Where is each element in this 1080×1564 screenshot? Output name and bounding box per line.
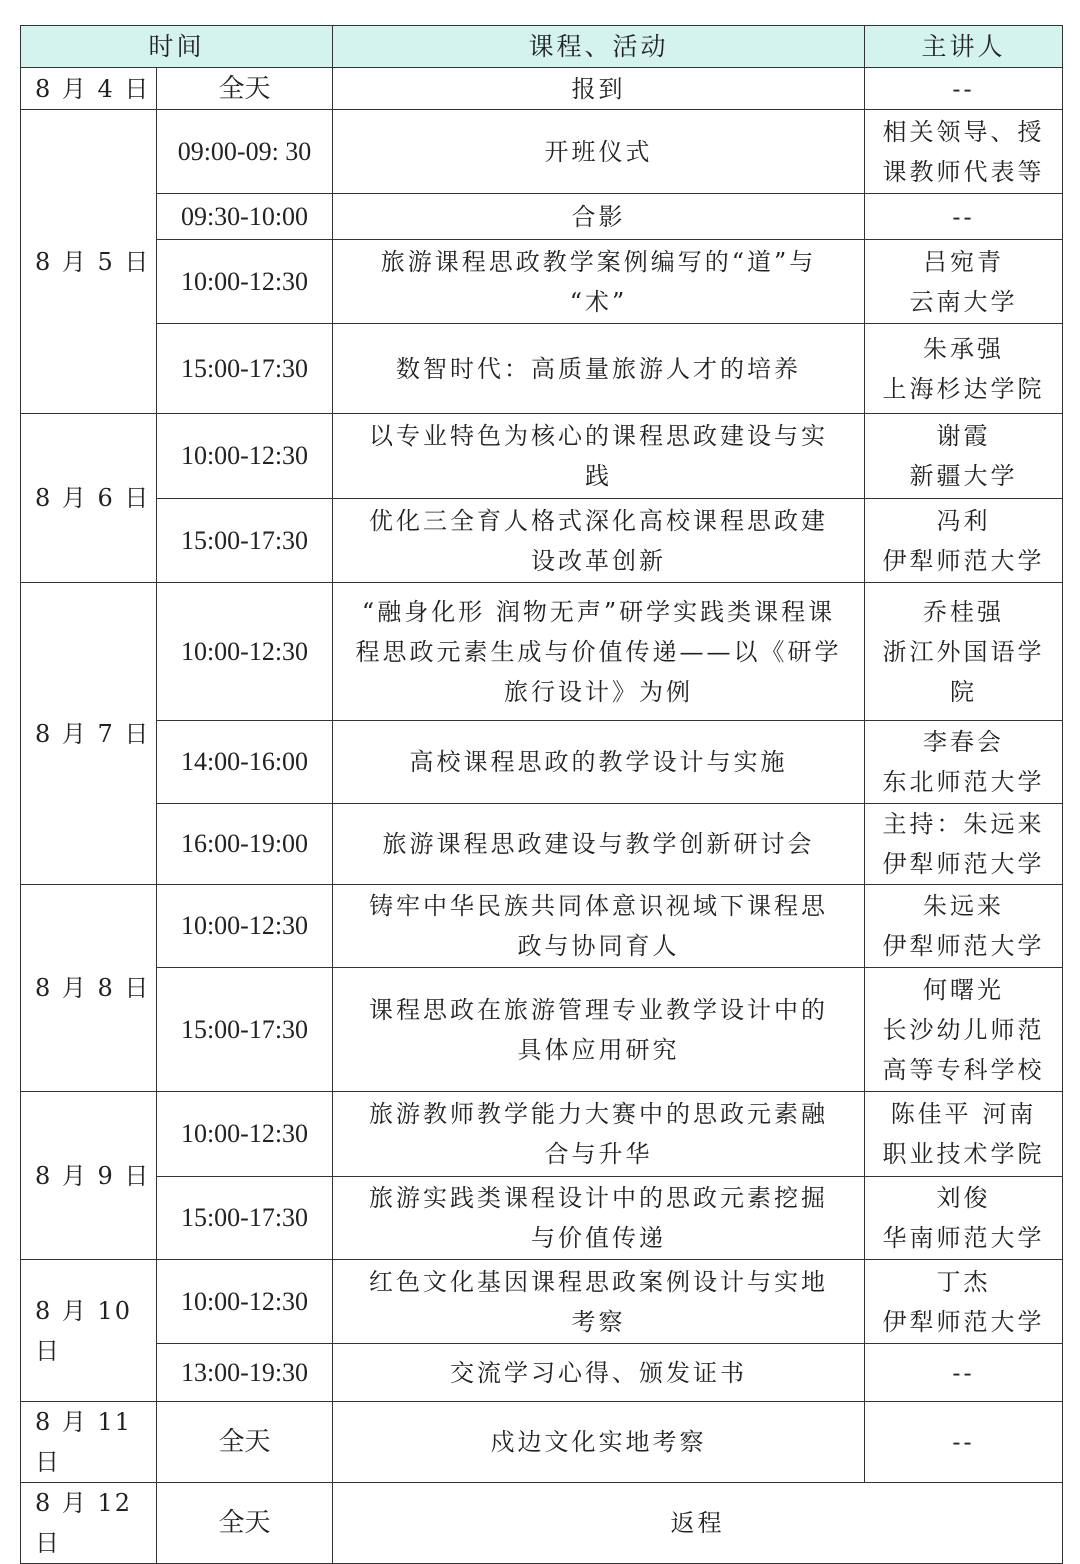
table-row — [21, 110, 1063, 194]
time-cell: 10:00-12:30 — [157, 885, 333, 968]
table-row — [21, 804, 1063, 885]
time-cell: 10:00-12:30 — [157, 414, 333, 499]
activity-cell: “融身化形 润物无声”研学实践类课程课 程思政元素生成与价值传递——以《研学 旅行设计》为例 — [333, 583, 865, 721]
activity-cell: 报到 — [333, 68, 865, 110]
activity-cell: 合影 — [333, 194, 865, 240]
time-cell: 15:00-17:30 — [157, 1177, 333, 1260]
date-cell: 8 月 8 日 — [21, 885, 157, 1092]
table-row — [21, 968, 1063, 1092]
date-cell: 8 月 4 日 — [21, 68, 157, 110]
time-cell: 15:00-17:30 — [157, 499, 333, 583]
speaker-cell: -- — [865, 1344, 1063, 1402]
speaker-cell: -- — [865, 194, 1063, 240]
table-row — [21, 240, 1063, 324]
date-cell: 8 月 9 日 — [21, 1092, 157, 1260]
activity-cell: 交流学习心得、颁发证书 — [333, 1344, 865, 1402]
time-cell: 09:30-10:00 — [157, 194, 333, 240]
table-row — [21, 1177, 1063, 1260]
speaker-cell: -- — [865, 1402, 1063, 1483]
header-speaker: 主讲人 — [865, 26, 1063, 68]
table-row — [21, 1344, 1063, 1402]
activity-cell: 戍边文化实地考察 — [333, 1402, 865, 1483]
time-cell: 10:00-12:30 — [157, 1092, 333, 1177]
header-time: 时间 — [21, 26, 333, 68]
speaker-cell: 朱承强 上海杉达学院 — [865, 324, 1063, 414]
time-cell: 16:00-19:00 — [157, 804, 333, 885]
date-cell: 8 月 10 日 — [21, 1260, 157, 1402]
activity-cell: 高校课程思政的教学设计与实施 — [333, 721, 865, 804]
activity-cell: 以专业特色为核心的课程思政建设与实 践 — [333, 414, 865, 499]
time-cell: 14:00-16:00 — [157, 721, 333, 804]
activity-cell: 旅游教师教学能力大赛中的思政元素融 合与升华 — [333, 1092, 865, 1177]
speaker-cell: 丁杰 伊犁师范大学 — [865, 1260, 1063, 1344]
speaker-cell: 相关领导、授 课教师代表等 — [865, 110, 1063, 194]
date-cell: 8 月 12 日 — [21, 1483, 157, 1564]
header-row — [21, 26, 1063, 68]
speaker-cell: 何曙光 长沙幼儿师范 高等专科学校 — [865, 968, 1063, 1092]
date-cell: 8 月 5 日 — [21, 110, 157, 414]
table-row — [21, 194, 1063, 240]
speaker-cell: 主持：朱远来 伊犁师范大学 — [865, 804, 1063, 885]
table-row — [21, 414, 1063, 499]
table-row — [21, 1483, 1063, 1564]
speaker-cell: 乔桂强 浙江外国语学 院 — [865, 583, 1063, 721]
time-cell: 13:00-19:30 — [157, 1344, 333, 1402]
speaker-cell: 冯利 伊犁师范大学 — [865, 499, 1063, 583]
speaker-cell: 谢霞 新疆大学 — [865, 414, 1063, 499]
date-cell: 8 月 7 日 — [21, 583, 157, 885]
time-cell: 全天 — [157, 1402, 333, 1483]
time-cell: 09:00-09: 30 — [157, 110, 333, 194]
table-row — [21, 721, 1063, 804]
schedule-table — [20, 25, 1063, 1564]
activity-cell: 数智时代：高质量旅游人才的培养 — [333, 324, 865, 414]
table-row — [21, 1092, 1063, 1177]
activity-cell: 旅游课程思政建设与教学创新研讨会 — [333, 804, 865, 885]
activity-cell: 返程 — [333, 1483, 1063, 1564]
time-cell: 全天 — [157, 1483, 333, 1564]
time-cell: 10:00-12:30 — [157, 583, 333, 721]
speaker-cell: 陈佳平 河南 职业技术学院 — [865, 1092, 1063, 1177]
speaker-cell: 吕宛青 云南大学 — [865, 240, 1063, 324]
table-row — [21, 1260, 1063, 1344]
activity-cell: 旅游实践类课程设计中的思政元素挖掘 与价值传递 — [333, 1177, 865, 1260]
activity-cell: 旅游课程思政教学案例编写的“道”与 “术” — [333, 240, 865, 324]
date-cell: 8 月 11 日 — [21, 1402, 157, 1483]
activity-cell: 红色文化基因课程思政案例设计与实地 考察 — [333, 1260, 865, 1344]
table-row — [21, 583, 1063, 721]
date-cell: 8 月 6 日 — [21, 414, 157, 583]
time-cell: 15:00-17:30 — [157, 968, 333, 1092]
table-row — [21, 499, 1063, 583]
time-cell: 10:00-12:30 — [157, 240, 333, 324]
activity-cell: 优化三全育人格式深化高校课程思政建 设改革创新 — [333, 499, 865, 583]
speaker-cell: -- — [865, 68, 1063, 110]
table-row — [21, 1402, 1063, 1483]
activity-cell: 开班仪式 — [333, 110, 865, 194]
speaker-cell: 李春会 东北师范大学 — [865, 721, 1063, 804]
table-row — [21, 885, 1063, 968]
speaker-cell: 刘俊 华南师范大学 — [865, 1177, 1063, 1260]
activity-cell: 课程思政在旅游管理专业教学设计中的 具体应用研究 — [333, 968, 865, 1092]
table-row — [21, 68, 1063, 110]
header-activity: 课程、活动 — [333, 26, 865, 68]
speaker-cell: 朱远来 伊犁师范大学 — [865, 885, 1063, 968]
time-cell: 15:00-17:30 — [157, 324, 333, 414]
activity-cell: 铸牢中华民族共同体意识视域下课程思 政与协同育人 — [333, 885, 865, 968]
table-row — [21, 324, 1063, 414]
time-cell: 全天 — [157, 68, 333, 110]
time-cell: 10:00-12:30 — [157, 1260, 333, 1344]
